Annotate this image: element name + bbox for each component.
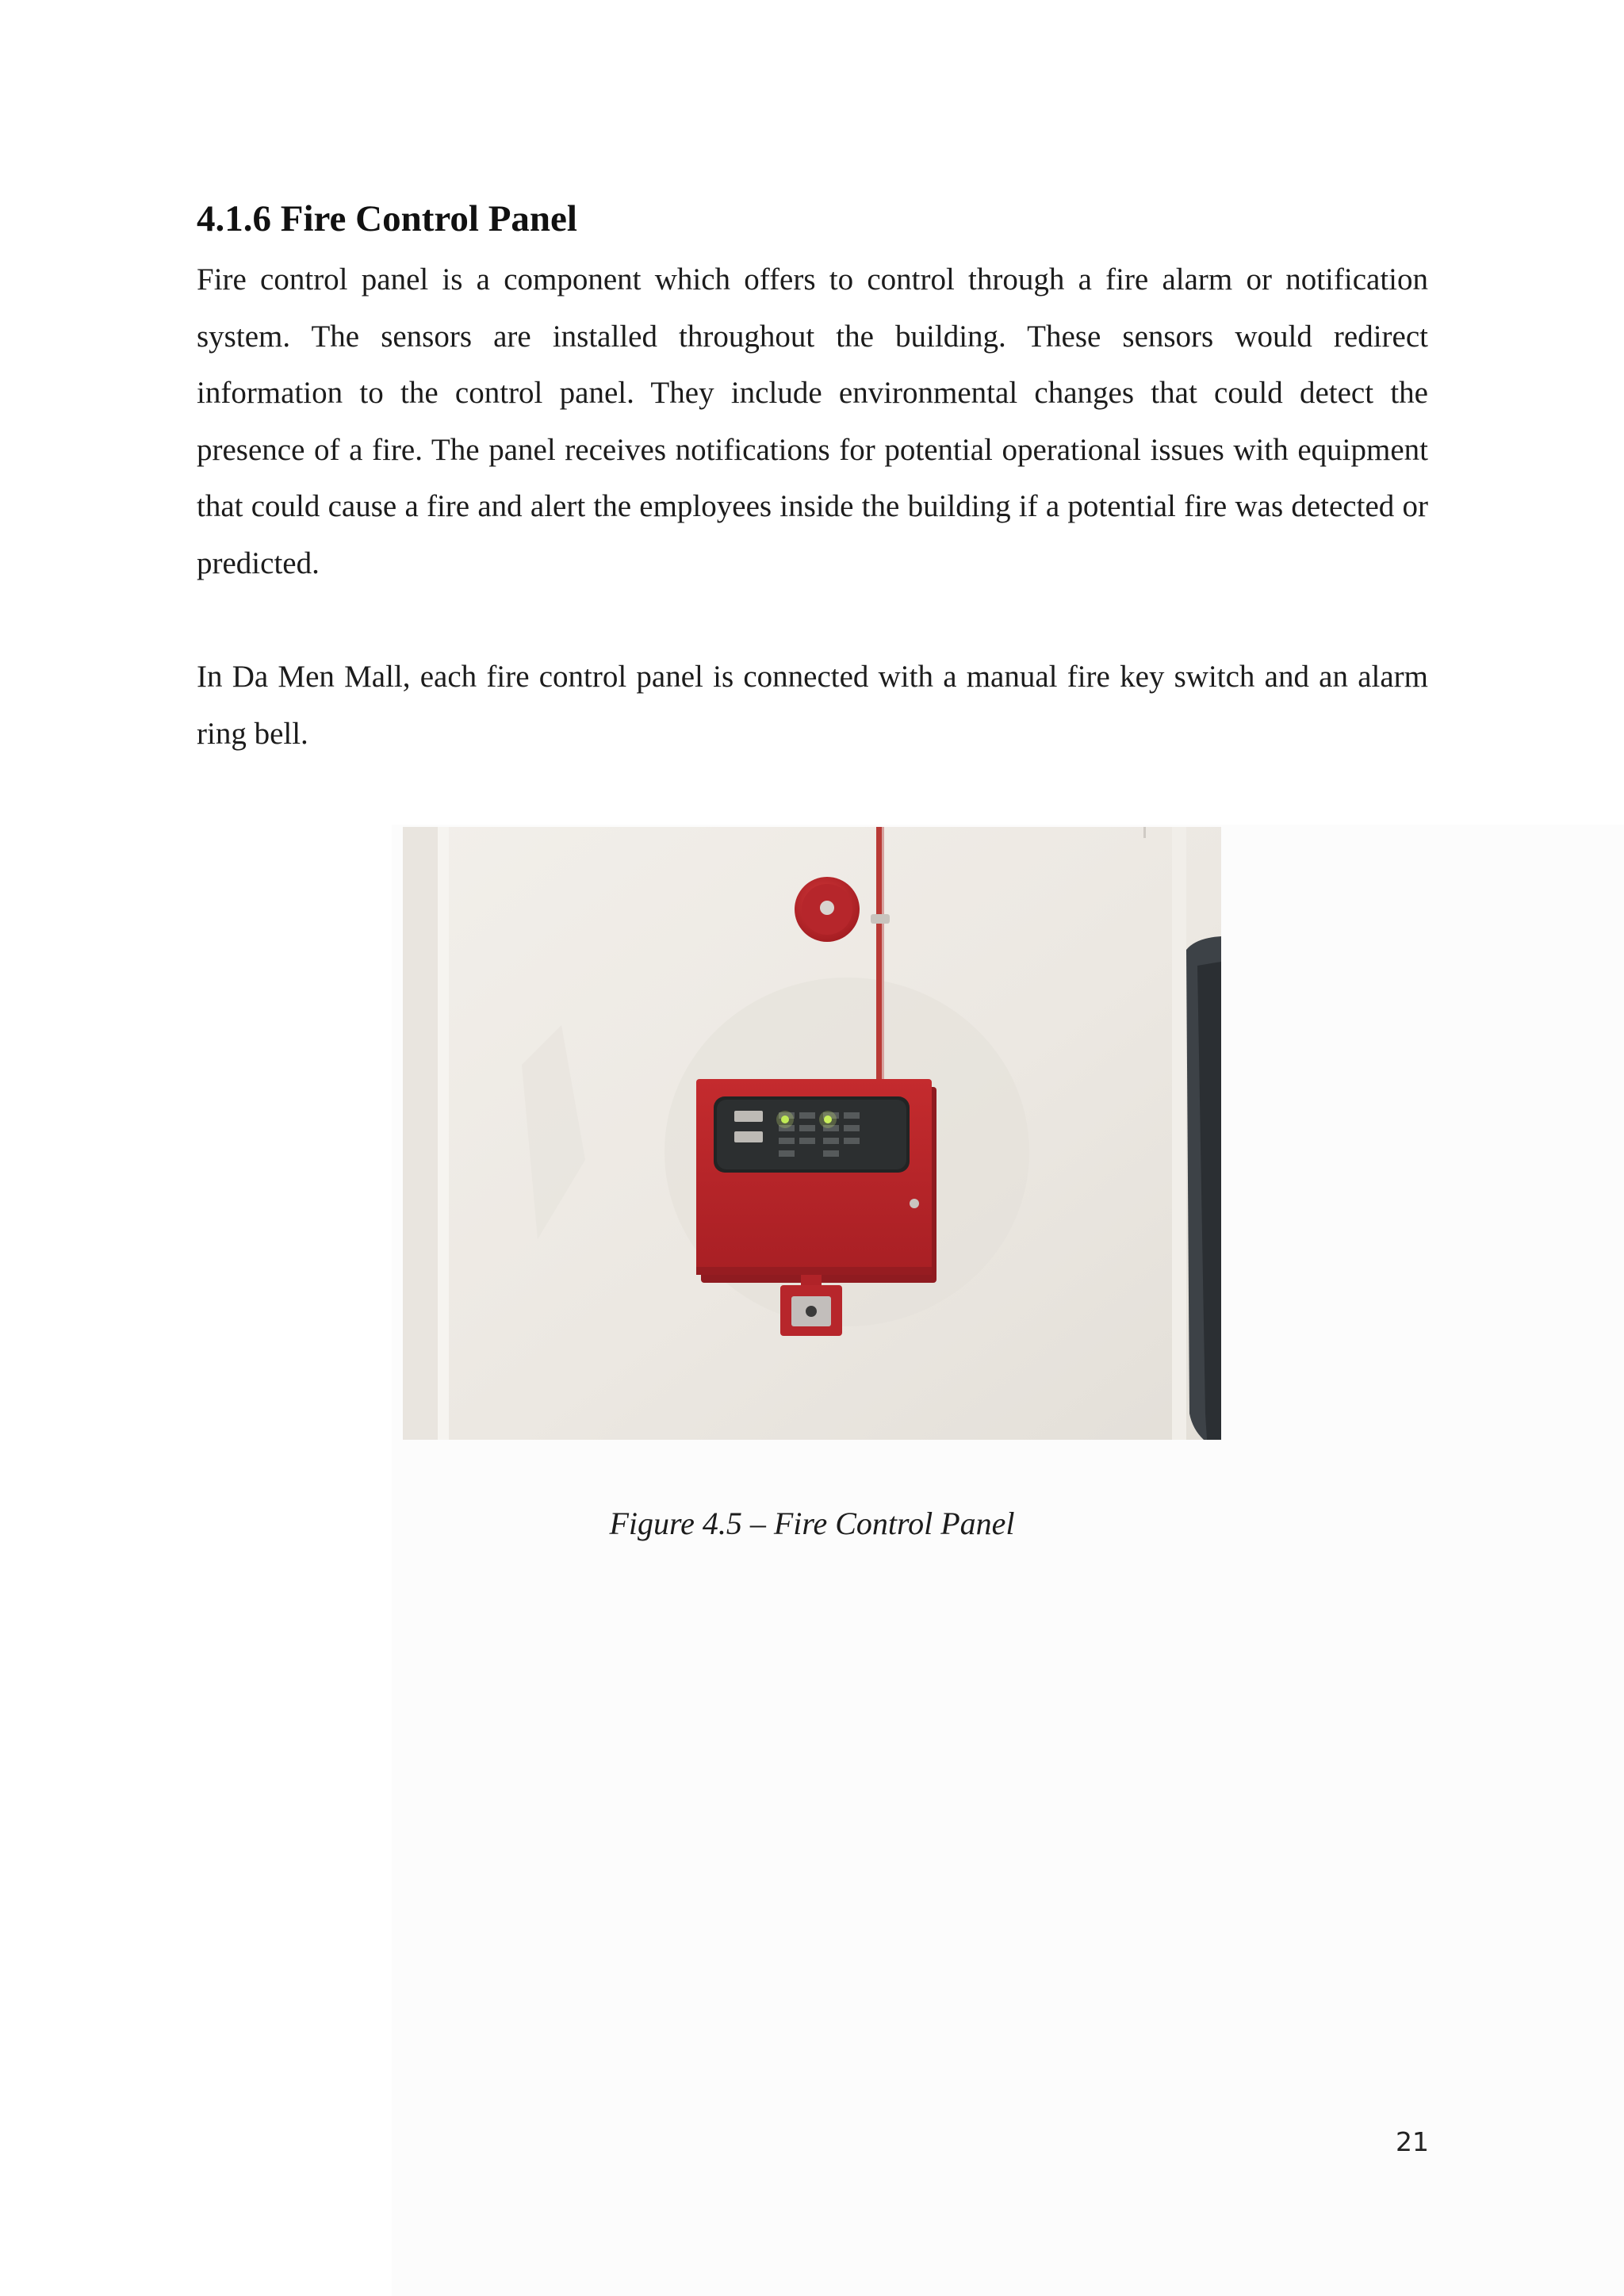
section-heading: 4.1.6 Fire Control Panel: [197, 198, 577, 239]
figure-caption: Figure 4.5 – Fire Control Panel: [609, 1506, 1015, 1541]
page-number: 21: [1396, 2126, 1429, 2157]
fire-control-panel-photo: [403, 827, 1221, 1440]
body-paragraph: In Da Men Mall, each fire control panel is connected with a manual fire key switch and an alarm ring bell.: [197, 660, 1428, 751]
body-paragraph: Fire control panel is a component which offers to control through a fire alarm or notification system. The sensors are installed throughout the building. These sensors would redirect information to the control panel. They include environmental changes that could detect the presence of a fire. The panel receives notifications for potential operational issues with equipment that could cause a fire and alert the employees inside the building if a potential fire was detected or predicted.: [197, 262, 1428, 580]
figure-photo: [403, 827, 1221, 1440]
